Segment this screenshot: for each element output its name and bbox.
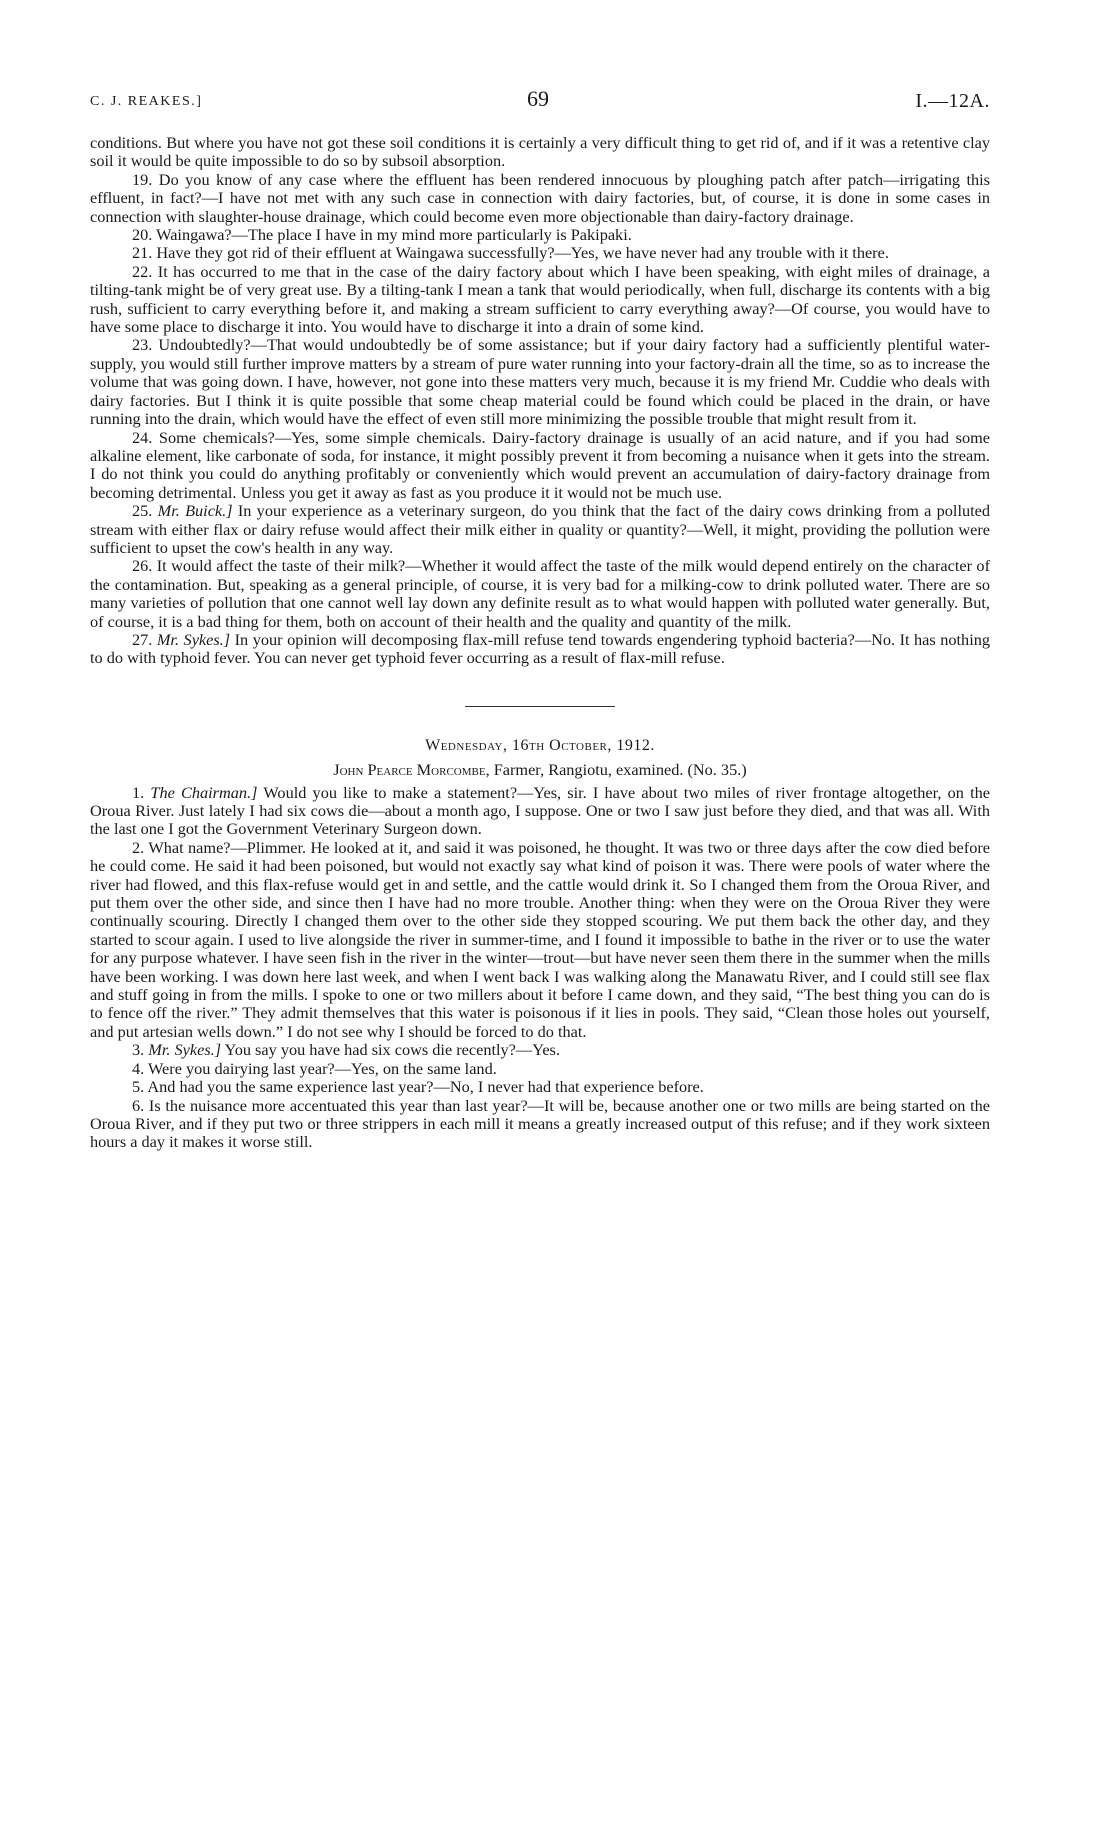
- document-page: [90, 86, 990, 1152]
- question-2: 2. What name?—Plimmer. He looked at it, and said it was poisoned, he thought. It was two or three days after the cow died before he could come. He said it had been poisoned, but would not exactly say what kind of poison it was. There were pools of water where the river had flowed, and this flax-refuse would get in and settle, and the cattle would drink it. So I changed them from the Oroua River, and put them over the other side, and since then I have had no more trouble. Another thing: when they were on the Oroua River they were continually scouring. Directly I changed them over to the other side they stopped scouring. We put them back the other day, and they started to scour again. I used to live alongside the river in summer-time, and I found it impossible to bathe in the river or to use the water for any purpose whatever. I have seen fish in the river in the winter—trout—but have never seen them there in the summer when the mills have been working. I was down here last week, and when I went back I was walking along the Manawatu River, and I could still see flax and stuff going in from the mills. I spoke to one or two millers about it before I came down, and they said, “The best thing you can do is to fence off the river.” They admit themselves that this water is poisonous if it lies in pools. They said, “Clean those holes out yourself, and put artesian wells down.” I do not see why I should be forced to do that.: [90, 837, 990, 1041]
- witness-name: John Pearce Morcombe: [333, 760, 486, 780]
- evidence-paragraph: conditions. But where you have not got these soil conditions it is certainly a very difficult thing to get rid of, and if it was a retentive clay soil it would be quite impossible to do so by subsoil absorption.: [90, 133, 990, 171]
- speaker-label: Mr. Buick.]: [157, 501, 233, 521]
- page-number: 69: [527, 86, 549, 111]
- witness-description: , Farmer, Rangiotu, examined. (No. 35.): [485, 760, 747, 780]
- witness-heading: [90, 761, 990, 779]
- speaker-label: Mr. Sykes.]: [148, 1040, 222, 1060]
- question-27: 27. Mr. Sykes.] In your opinion will decomposing flax-mill refuse tend towards engendering typhoid bacteria?—No. It has nothing to do with typhoid fever. You can never get typhoid fever occurring as a result of flax-mill refuse.: [90, 629, 991, 668]
- witness-running-head: C. J. REAKES.]: [90, 94, 203, 109]
- speaker-label: The Chairman.]: [150, 782, 258, 802]
- evidence-paragraph: 23. Undoubtedly?—That would undoubtedly be of some assistance; but if your dairy factory had a sufficiently plentiful water-supply, you would still further improve matters by a stream of pure water running into your factory-drain all the time, so as to increase the volume that was going down. I have, however, not gone into these matters very much, because it is my friend Mr. Cuddie who deals with dairy factories. But I think it is quite possible that some cheap material could be found which could be placed in the drain, or have running into the drain, which would have the effect of even still more minimizing the possible trouble that might result from it.: [90, 335, 990, 429]
- evidence-paragraph: 22. It has occurred to me that in the case of the dairy factory about which I have been speaking, with eight miles of drainage, a tilting-tank might be of very great use. By a tilting-tank I mean a tank that would periodically, when full, discharge its contents with a big rush, sufficient to carry everything before it, and making a stream sufficient to carry everything away?—Of course, you would have to have some place to discharge it into. You would have to discharge it into a drain of some kind.: [90, 261, 990, 337]
- question-5: 5. And had you the same experience last year?—No, I never had that experience before.: [132, 1077, 704, 1097]
- evidence-paragraph: 24. Some chemicals?—Yes, some simple chemicals. Dairy-factory drainage is usually of an acid nature, and if you had some alkaline element, like carbonate of soda, for instance, it might possibly prevent it from becoming a nuisance when it gets into the stream. I do not think you could do anything profitably or conveniently which would prevent an accumulation of dairy-factory drainage from becoming detrimental. Unless you get it away as fast as you produce it it would not be much use.: [90, 427, 990, 502]
- question-25: 25. Mr. Buick.] In your experience as a veterinary surgeon, do you think that the fact of the dairy cows drinking from a polluted stream with either flax or dairy refuse would affect their milk either in quality or quantity?—Well, it might, providing the pollution were sufficient to upset the cow's health in any way.: [90, 501, 991, 557]
- question-4: 4. Were you dairying last year?—Yes, on the same land.: [132, 1058, 497, 1078]
- paper-reference: I.—12A.: [915, 90, 990, 112]
- page-header: [90, 86, 990, 126]
- evidence-paragraph: 19. Do you know of any case where the effluent has been rendered innocuous by ploughing patch after patch—irrigating this effluent, in fact?—I have not met with any such case in connection with dairy factories, but, of course, it is done in some cases in connection with slaughter-house drainage, which could become even more objectionable than dairy-factory drainage.: [90, 169, 990, 226]
- evidence-body: [90, 134, 990, 1152]
- evidence-paragraph: 21. Have they got rid of their effluent at Waingawa successfully?—Yes, we have never had any trouble with it there.: [132, 243, 889, 263]
- question-26: 26. It would affect the taste of their milk?—Whether it would affect the taste of the milk would depend entirely on the character of the contamination. But, speaking as a general principle, of course, it is very bad for a milking-cow to drink polluted water. There are so many varieties of pollution that one cannot well lay down any definite result as to what would happen with polluted water generally. But, of course, it is a bad thing for them, both on account of their health and the quality and quantity of the milk.: [90, 556, 990, 631]
- question-3: 3. Mr. Sykes.] You say you have had six cows die recently?—Yes.: [132, 1040, 560, 1060]
- evidence-paragraph: 20. Waingawa?—The place I have in my mind more particularly is Pakipaki.: [132, 225, 632, 245]
- session-date: Wednesday, 16th October, 1912.: [425, 736, 655, 754]
- question-1: 1. The Chairman.] Would you like to make a statement?—Yes, sir. I have about two miles of river frontage altogether, on the Oroua River. Just lately I had six cows die—about a month ago, I suppose. One or two I saw just before they died, and that was all. With the last one I got the Government Veterinary Surgeon down.: [90, 782, 990, 839]
- speaker-label: Mr. Sykes.]: [156, 629, 231, 649]
- question-6: 6. Is the nuisance more accentuated this year than last year?—It will be, because another one or two mills are being started on the Oroua River, and if they put two or three strippers in each mill it means a greatly increased output of this refuse; and if they work sixteen hours a day it makes it worse still.: [90, 1095, 990, 1152]
- section-divider: [465, 706, 615, 707]
- evidence-paragraphs-part1: [90, 134, 990, 502]
